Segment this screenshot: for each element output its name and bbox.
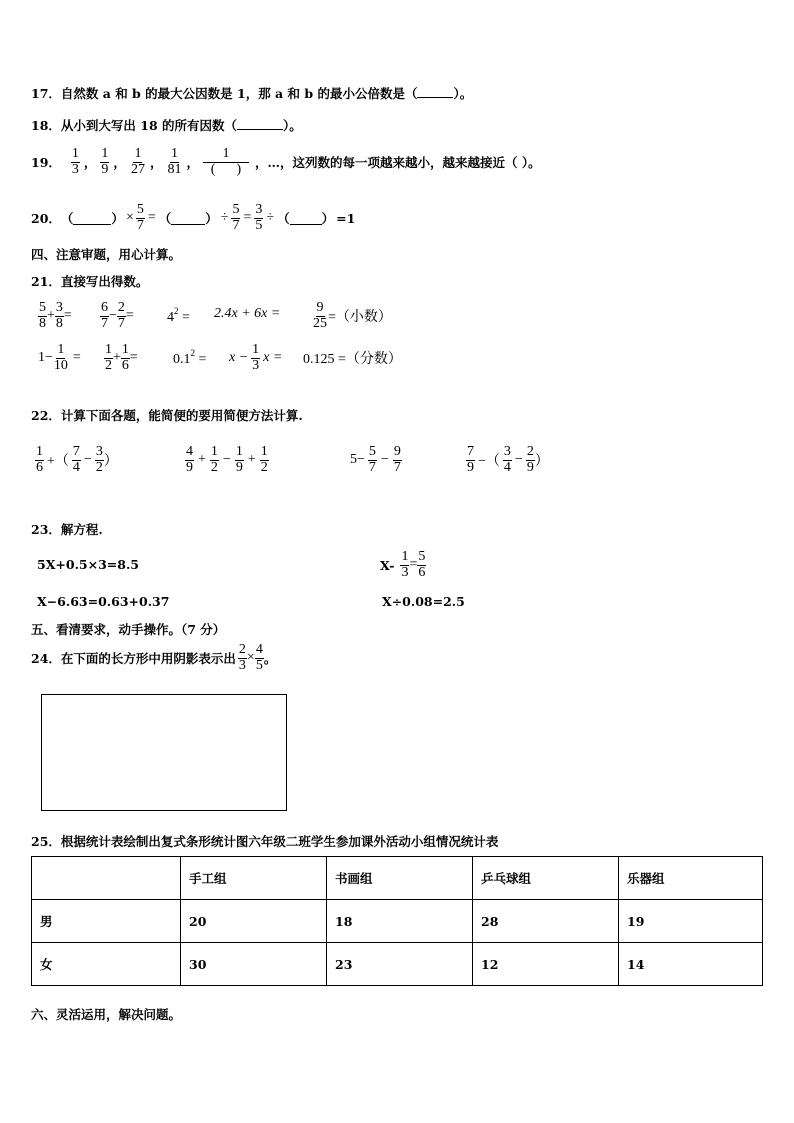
fraction: $\frac{5}{7}$ (232, 202, 240, 233)
question-17: 17．自然数 a 和 b 的最大公因数是 1，那 a 和 b 的最小公倍数是（ ）。 (31, 86, 473, 101)
q21-row-1: $\frac{5}{8}$ + $\frac{3}{8}$ = (39, 299, 72, 331)
table-cell: 28 (473, 900, 619, 943)
question-25-title: 25．根据统计表绘制出复式条形统计图六年级二班学生参加课外活动小组情况统计表 (31, 834, 499, 849)
q22-expr-3: 5− $\frac{5}{7}$ − $\frac{9}{7}$ (350, 443, 401, 475)
q21-decimal-to-fraction: 0.125 =（分数） (303, 352, 402, 367)
q21-row-2-b: $\frac{1}{2}$ + $\frac{1}{6}$ = (105, 341, 138, 373)
q22-expr-2: $\frac{4}{9}$ + $\frac{1}{2}$ − $\frac{1}{9}$ + $\frac{1}{2}$ (186, 443, 268, 475)
section-6-heading: 六、灵活运用，解决问题。 (31, 1007, 182, 1022)
table-cell: 30 (181, 943, 327, 986)
table-row-label: 男 (32, 900, 181, 943)
q22-expr-1: $\frac{1}{6}$ +（ $\frac{7}{4}$ − $\frac{3}{2}$ ） (36, 443, 118, 475)
question-21-title: 21．直接写出得数。 (31, 274, 149, 289)
fraction: $\frac{1}{27}$ (130, 146, 145, 177)
table-header-cell: 乒乓球组 (473, 857, 619, 900)
fraction: $\frac{1}{9}$ (101, 146, 109, 177)
table-row-label: 女 (32, 943, 181, 986)
fraction: $\frac{1}{3}$ (252, 341, 260, 373)
q21-row-2: 1− $\frac{1}{10}$ = (38, 341, 81, 373)
q21-power-2: $0.1^2$ = (173, 348, 207, 367)
q22-expr-4: $\frac{7}{9}$ −（ $\frac{3}{4}$ − $\frac{2}{9}$ ） (467, 443, 549, 475)
table-header-row (32, 857, 763, 900)
question-20: 20． （ ） × $\frac{5}{7}$ = （ ） ÷ $\frac{5}{7}$ = $\frac{3}{5}$ ÷ （ ） =1 (31, 202, 356, 233)
fraction: $\frac{1}{81}$ (167, 146, 182, 177)
fraction: $\frac{9}{25}$ (313, 299, 327, 331)
question-18: 18．从小到大写出 18 的所有因数（ ）。 (31, 118, 302, 133)
fraction: $\frac{5}{7}$ (136, 202, 144, 233)
equation-3: X−6.63=0.63+0.37 (37, 594, 170, 609)
table-cell: 20 (181, 900, 327, 943)
fraction: $\frac{1}{10}$ (53, 341, 68, 373)
q21-row-2-d: x − $\frac{1}{3}$ x = (229, 341, 283, 373)
fraction: $\frac{5}{8}$ (39, 299, 46, 331)
fraction: $\frac{1}{6}$ (121, 341, 129, 373)
answer-blank[interactable] (73, 212, 111, 225)
shading-rectangle[interactable] (41, 694, 287, 811)
question-24: 24．在下面的长方形中用阴影表示出 $\frac{2}{3}$ × $\frac{4}{5}$ 。 (31, 641, 277, 673)
question-19: 19． $\frac{1}{3}$ ， $\frac{1}{9}$ ， $\frac{1}{27}$ ， $\frac{1}{81}$ ， $\frac{1}{( )}$ ，…，这列数的每一项越来越小，越来越接近（ ）。 (31, 146, 541, 177)
q21-row-1-b: $\frac{6}{7}$ − $\frac{2}{7}$ = (101, 299, 134, 331)
activity-stats-table (31, 856, 763, 986)
table-header-cell: 书画组 (327, 857, 473, 900)
equation-1: 5X+0.5×3=8.5 (37, 557, 140, 572)
fraction: $\frac{2}{7}$ (117, 299, 125, 331)
question-23-title: 23．解方程. (31, 522, 103, 537)
table-header-cell (32, 857, 181, 900)
q21-expr: 2.4x + 6x = (214, 306, 281, 321)
answer-blank[interactable] (237, 117, 283, 130)
table-header-cell: 乐器组 (619, 857, 763, 900)
table-row (32, 943, 763, 986)
fraction: $\frac{1}{2}$ (105, 341, 112, 373)
equation-2: X- $\frac{1}{3}$ = $\frac{5}{6}$ (380, 548, 426, 580)
fraction-blank-denominator[interactable]: $\frac{1}{( )}$ (203, 147, 249, 177)
q21-row-1-e: $\frac{9}{25}$ =（小数） (313, 299, 392, 331)
fraction: $\frac{3}{8}$ (55, 299, 63, 331)
question-22-title: 22．计算下面各题，能简便的要用简便方法计算. (31, 408, 303, 423)
section-5-heading: 五、看清要求，动手操作。（7 分） (31, 622, 226, 637)
answer-blank[interactable] (171, 212, 205, 225)
fraction: $\frac{6}{7}$ (101, 299, 108, 331)
answer-blank[interactable] (290, 212, 322, 225)
table-row (32, 900, 763, 943)
section-4-heading: 四、注意审题，用心计算。 (31, 247, 182, 262)
table-cell: 18 (327, 900, 473, 943)
table-cell: 14 (619, 943, 763, 986)
table-header-cell: 手工组 (181, 857, 327, 900)
answer-blank[interactable] (417, 85, 453, 98)
q21-power: $4^2$ = (167, 306, 190, 325)
fraction: $\frac{1}{3}$ (71, 146, 79, 177)
table-cell: 23 (327, 943, 473, 986)
table-cell: 12 (473, 943, 619, 986)
table-cell: 19 (619, 900, 763, 943)
fraction: $\frac{3}{5}$ (255, 202, 263, 233)
equation-4: X÷0.08=2.5 (382, 594, 465, 609)
